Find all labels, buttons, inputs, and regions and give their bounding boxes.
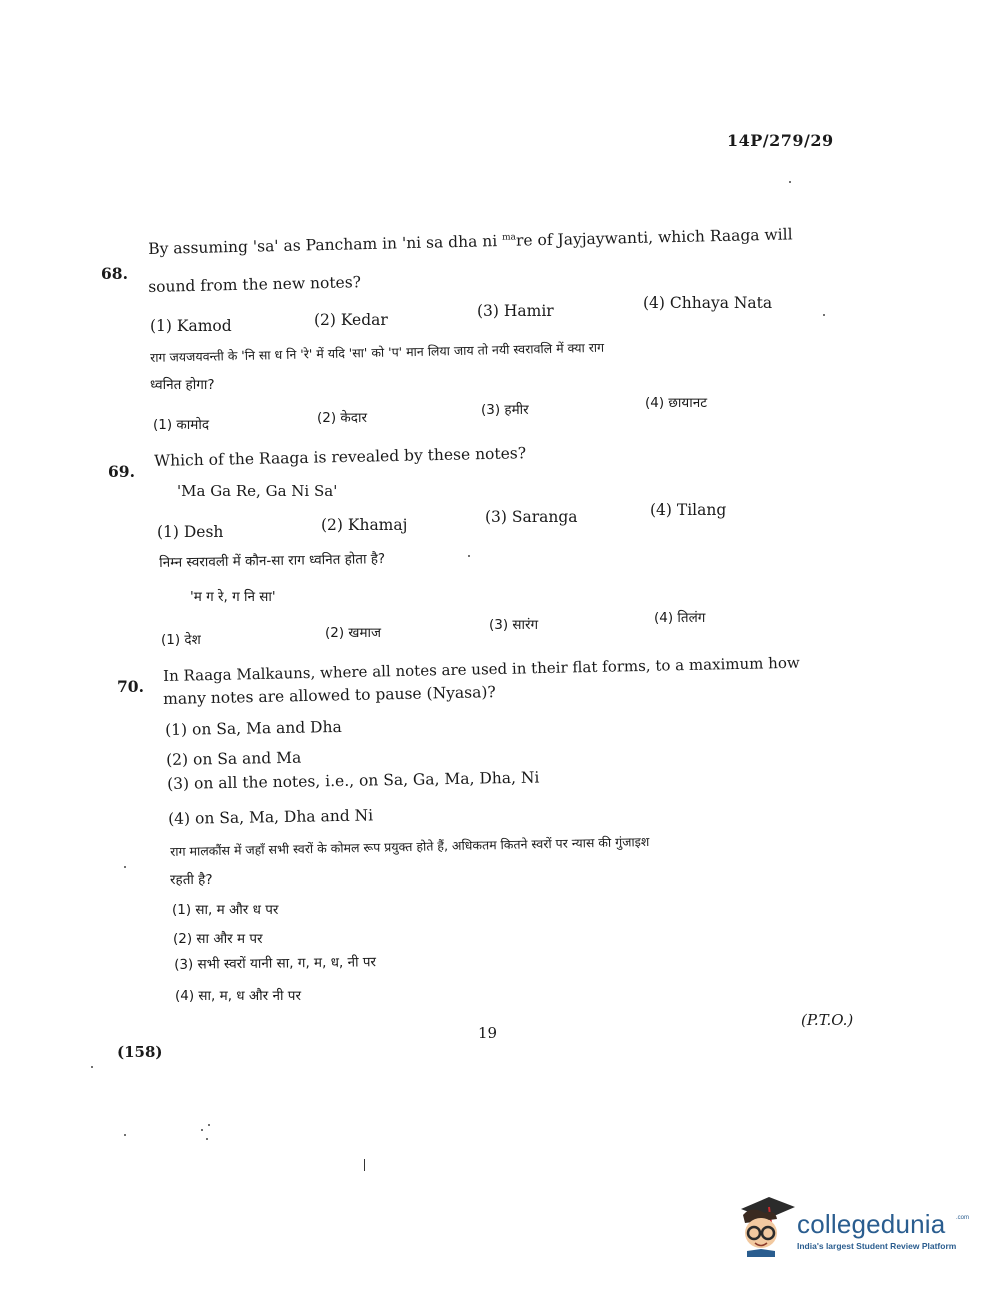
option-en-4: (4) Tilang [650, 501, 727, 519]
option-en-2: (2) Kedar [314, 311, 388, 329]
question-text-hi: राग जयजयवन्ती के 'नि सा ध नि 'रे' में यदि 'सा' को 'प' मान लिया जाय तो नयी स्वरावलि में क्या राग [150, 339, 605, 365]
mascot-icon [735, 1193, 795, 1257]
question-text-hi-line2: रहती है? [170, 872, 213, 888]
pto-label: (P.T.O.) [801, 1011, 854, 1029]
option-en-2: (2) on Sa and Ma [166, 748, 302, 769]
question-text-en-line2: many notes are allowed to pause (Nyasa)? [163, 683, 496, 708]
scan-mark [364, 1159, 365, 1171]
option-en-3: (3) on all the notes, i.e., on Sa, Ga, Ma, Dha, Ni [167, 768, 540, 793]
option-en-1: (1) Kamod [150, 317, 232, 335]
question-notes-hi: 'म ग रे, ग नि सा' [190, 589, 276, 605]
question-number: 68. [101, 264, 128, 283]
scan-speck [208, 1124, 210, 1126]
question-text-hi-line2: ध्वनित होगा? [150, 377, 215, 393]
option-en-1: (1) on Sa, Ma and Dha [165, 717, 342, 739]
scan-speck [823, 314, 825, 316]
option-en-4: (4) Chhaya Nata [643, 294, 773, 312]
scan-speck [789, 181, 791, 183]
question-text-hi: राग मालकौंस में जहाँ सभी स्वरों के कोमल रूप प्रयुक्त होते हैं, अधिकतम कितने स्वरों पर न्यास की गुंजाइश [170, 833, 650, 859]
option-en-2: (2) Khamaj [321, 516, 408, 534]
scan-speck [124, 866, 126, 868]
option-en-3: (3) Saranga [485, 508, 578, 526]
option-hi-4: (4) सा, म, ध और नी पर [175, 988, 301, 1004]
logo-wordmark: collegedunia [797, 1209, 946, 1239]
collegedunia-logo [735, 1193, 970, 1263]
logo-suffix: .com [956, 1215, 970, 1221]
option-hi-4: (4) तिलंग [654, 610, 706, 626]
option-hi-3: (3) सारंग [489, 617, 539, 633]
option-hi-3: (3) सभी स्वरों यानी सा, ग, म, ध, नी पर [174, 954, 377, 973]
question-notes-en: 'Ma Ga Re, Ga Ni Sa' [177, 482, 338, 500]
question-text-en [148, 225, 793, 258]
question-text-hi: निम्न स्वरावली में कौन-सा राग ध्वनित होता है? [159, 551, 386, 571]
option-hi-2: (2) खमाज [325, 625, 382, 641]
question-text-part: re of Jayjaywanti, which Raaga will [515, 225, 793, 250]
paper-code: 14P/279/29 [727, 131, 834, 150]
option-hi-2: (2) केदार [317, 410, 367, 426]
question-text-en: Which of the Raaga is revealed by these notes? [154, 444, 527, 470]
scan-speck [124, 1134, 126, 1136]
scan-speck [468, 555, 470, 557]
scan-speck [201, 1129, 203, 1131]
question-number: 70. [117, 677, 144, 696]
option-hi-1: (1) देश [161, 632, 201, 648]
booklet-code: (158) [117, 1043, 163, 1061]
question-number: 69. [108, 462, 135, 481]
option-en-4: (4) on Sa, Ma, Dha and Ni [168, 806, 374, 828]
scan-speck [206, 1138, 208, 1140]
scan-speck [91, 1066, 93, 1068]
option-hi-1: (1) सा, म और ध पर [172, 902, 279, 918]
question-text-en: In Raaga Malkauns, where all notes are used in their flat forms, to a maximum how [163, 653, 800, 685]
option-hi-4: (4) छायानट [645, 395, 707, 411]
logo-tagline: India's largest Student Review Platform [797, 1241, 957, 1251]
question-text-en-line2: sound from the new notes? [148, 273, 362, 296]
option-hi-1: (1) कामोद [153, 417, 210, 433]
page-number: 19 [478, 1024, 498, 1042]
question-text-part: By assuming 'sa' as Pancham in 'ni sa dha ni [148, 231, 503, 258]
option-hi-2: (2) सा और म पर [173, 931, 263, 947]
superscript: ma [501, 232, 517, 243]
option-en-3: (3) Hamir [477, 302, 554, 320]
option-en-1: (1) Desh [157, 523, 224, 541]
option-hi-3: (3) हमीर [481, 402, 529, 418]
